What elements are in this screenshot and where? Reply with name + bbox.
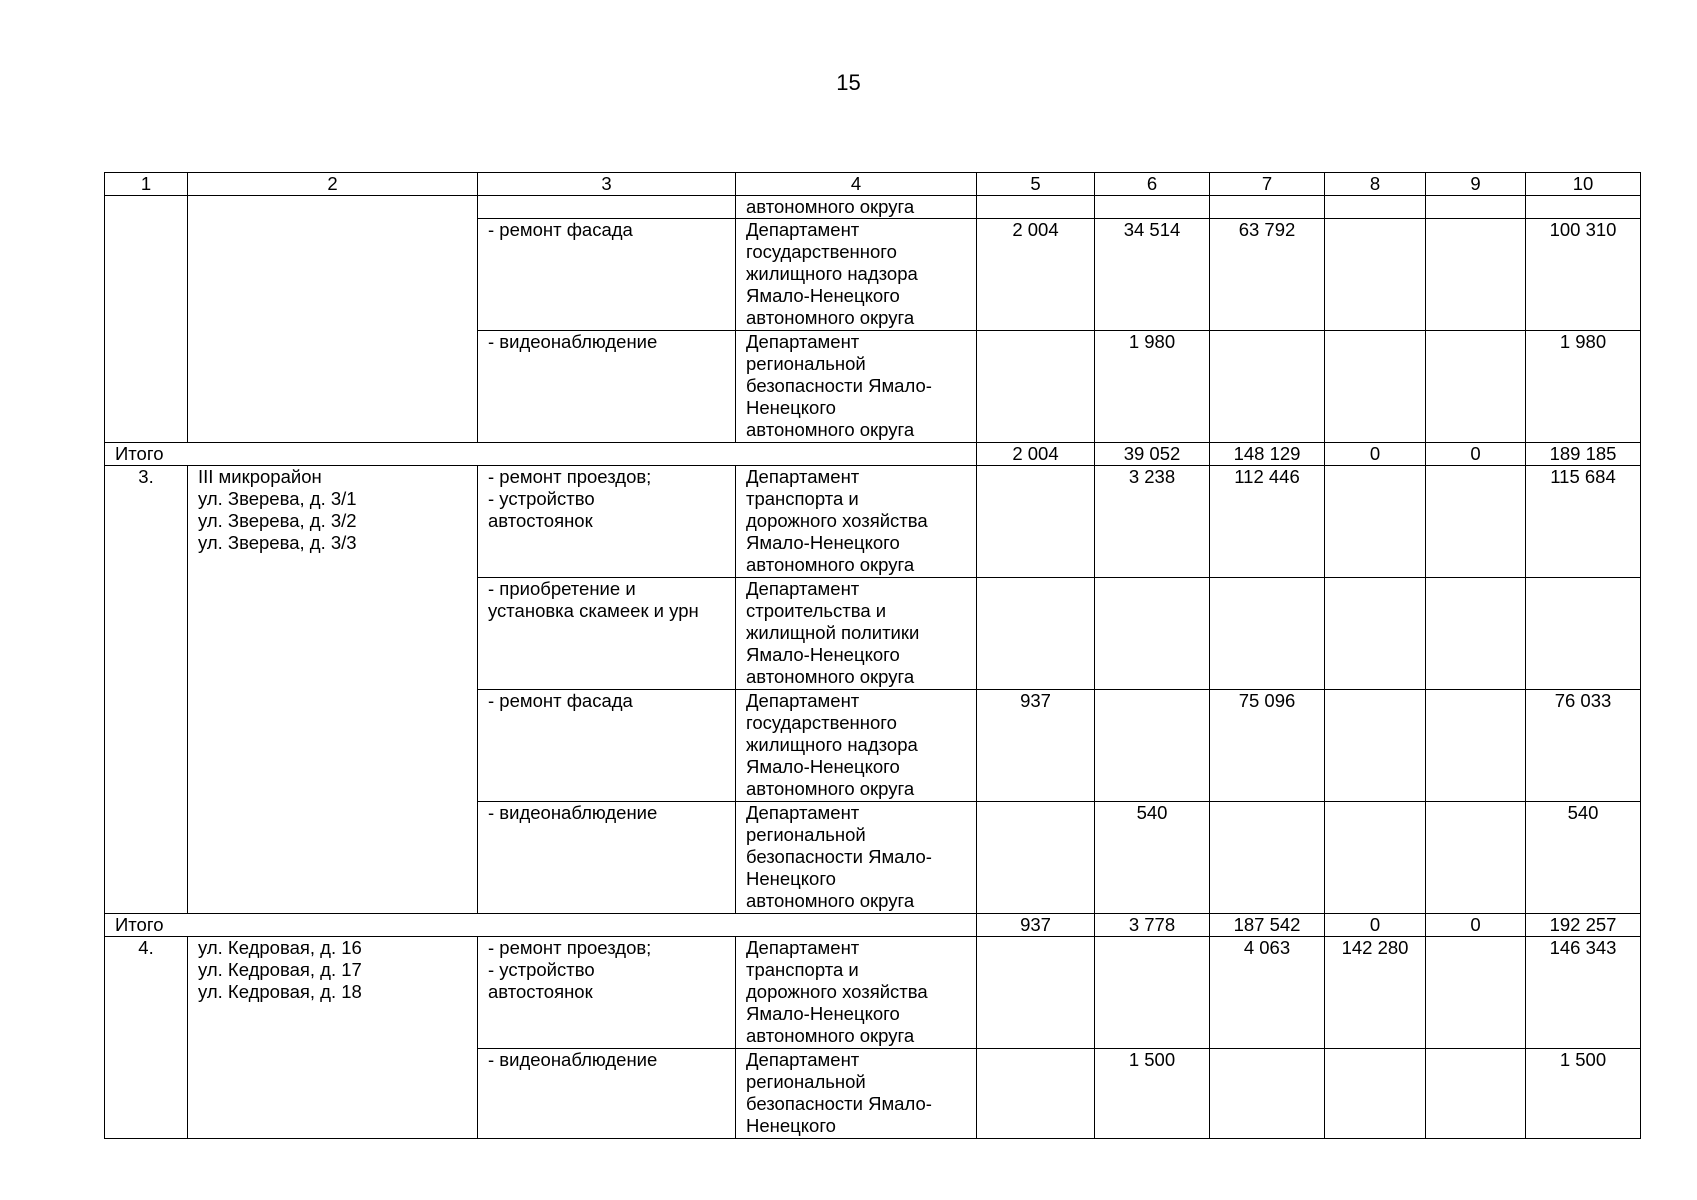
total-label: Итого [105,443,977,466]
row-number-cell: 3. [105,466,188,914]
department-cell: Департамент строительства и жилищной политики Ямало-Ненецкого автономного округа [736,578,977,690]
value-cell [1426,937,1526,1049]
department-cell: Департамент государственного жилищного надзора Ямало-Ненецкого автономного округа [736,219,977,331]
value-cell: 63 792 [1210,219,1325,331]
value-cell [977,578,1095,690]
page-number: 15 [836,70,861,95]
value-cell [1426,690,1526,802]
value-cell: 2 004 [977,219,1095,331]
value-cell: 3 778 [1095,914,1210,937]
address-cell: III микрорайон ул. Зверева, д. 3/1 ул. Зверева, д. 3/2 ул. Зверева, д. 3/3 [188,466,478,914]
table-row [105,466,1641,578]
value-cell: 189 185 [1526,443,1641,466]
table-row [105,196,1641,219]
work-cell [478,196,736,219]
column-header: 10 [1526,173,1641,196]
value-cell: 2 004 [977,443,1095,466]
value-cell [1095,937,1210,1049]
value-cell: 112 446 [1210,466,1325,578]
department-cell: автономного округа [736,196,977,219]
column-number-header [105,173,1641,196]
value-cell [977,802,1095,914]
value-cell [1095,578,1210,690]
work-cell: - ремонт проездов; - устройство автостоянок [478,466,736,578]
value-cell [977,466,1095,578]
value-cell [1426,802,1526,914]
value-cell [977,1049,1095,1139]
column-header: 4 [736,173,977,196]
value-cell: 1 980 [1095,331,1210,443]
value-cell [1325,690,1426,802]
value-cell [1426,578,1526,690]
value-cell [1325,331,1426,443]
value-cell [1325,219,1426,331]
address-cell [188,196,478,443]
work-cell: - видеонаблюдение [478,1049,736,1139]
department-cell: Департамент региональной безопасности Ямало- Ненецкого автономного округа [736,802,977,914]
value-cell: 187 542 [1210,914,1325,937]
value-cell: 76 033 [1526,690,1641,802]
department-cell: Департамент транспорта и дорожного хозяйства Ямало-Ненецкого автономного округа [736,466,977,578]
value-cell: 100 310 [1526,219,1641,331]
column-header: 9 [1426,173,1526,196]
column-header: 7 [1210,173,1325,196]
value-cell: 540 [1095,802,1210,914]
value-cell: 192 257 [1526,914,1641,937]
row-number-cell [105,196,188,443]
value-cell [1426,331,1526,443]
value-cell [1210,802,1325,914]
total-row [105,443,1641,466]
value-cell: 0 [1325,914,1426,937]
column-header: 1 [105,173,188,196]
value-cell [1325,802,1426,914]
value-cell: 540 [1526,802,1641,914]
work-cell: - видеонаблюдение [478,331,736,443]
value-cell: 142 280 [1325,937,1426,1049]
value-cell: 39 052 [1095,443,1210,466]
department-cell: Департамент региональной безопасности Ямало- Ненецкого автономного округа [736,331,977,443]
value-cell [1325,1049,1426,1139]
value-cell [977,937,1095,1049]
value-cell: 0 [1426,914,1526,937]
work-cell: - ремонт фасада [478,219,736,331]
funding-table [104,172,1641,1139]
value-cell: 146 343 [1526,937,1641,1049]
work-cell: - ремонт проездов; - устройство автостоянок [478,937,736,1049]
value-cell [1526,578,1641,690]
value-cell [1325,578,1426,690]
total-row [105,914,1641,937]
value-cell: 115 684 [1526,466,1641,578]
total-label: Итого [105,914,977,937]
value-cell: 75 096 [1210,690,1325,802]
department-cell: Департамент транспорта и дорожного хозяйства Ямало-Ненецкого автономного округа [736,937,977,1049]
table-row [105,937,1641,1049]
value-cell [1095,690,1210,802]
value-cell [1210,578,1325,690]
value-cell [1210,331,1325,443]
value-cell: 937 [977,914,1095,937]
value-cell: 0 [1325,443,1426,466]
value-cell [1426,466,1526,578]
value-cell [1325,466,1426,578]
value-cell: 0 [1426,443,1526,466]
value-cell: 1 500 [1526,1049,1641,1139]
column-header: 8 [1325,173,1426,196]
value-cell: 3 238 [1095,466,1210,578]
address-cell: ул. Кедровая, д. 16 ул. Кедровая, д. 17 ул. Кедровая, д. 18 [188,937,478,1139]
value-cell: 937 [977,690,1095,802]
work-cell: - видеонаблюдение [478,802,736,914]
column-header: 3 [478,173,736,196]
value-cell: 148 129 [1210,443,1325,466]
work-cell: - ремонт фасада [478,690,736,802]
column-header: 6 [1095,173,1210,196]
value-cell [1210,1049,1325,1139]
work-cell: - приобретение и установка скамеек и урн [478,578,736,690]
value-cell: 1 500 [1095,1049,1210,1139]
value-cell [1426,1049,1526,1139]
value-cell [977,331,1095,443]
department-cell: Департамент государственного жилищного надзора Ямало-Ненецкого автономного округа [736,690,977,802]
value-cell [1426,219,1526,331]
row-number-cell: 4. [105,937,188,1139]
column-header: 5 [977,173,1095,196]
column-header: 2 [188,173,478,196]
department-cell: Департамент региональной безопасности Ямало- Ненецкого [736,1049,977,1139]
value-cell: 34 514 [1095,219,1210,331]
value-cell: 4 063 [1210,937,1325,1049]
value-cell: 1 980 [1526,331,1641,443]
